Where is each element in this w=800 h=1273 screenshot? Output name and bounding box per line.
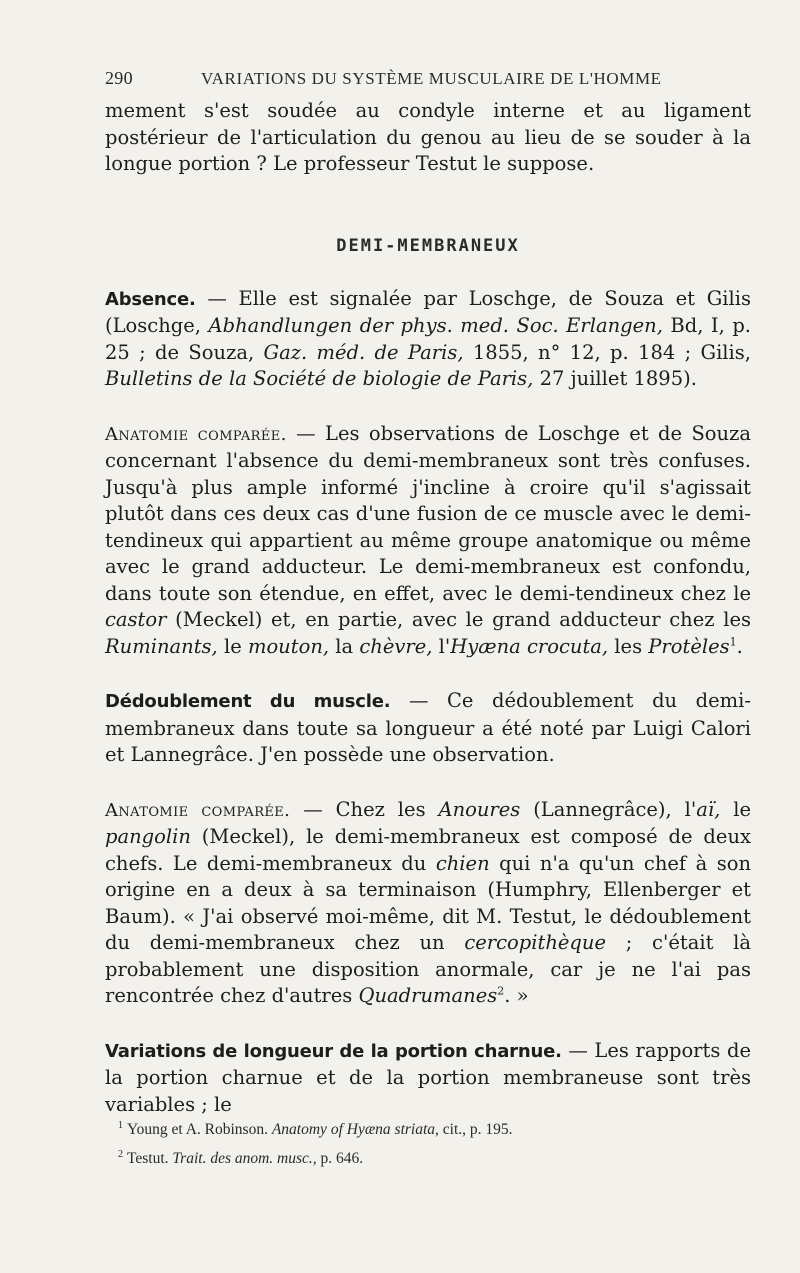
footnote-ref-2: 2: [497, 984, 505, 998]
intro-paragraph: mement s'est soudée au condyle interne et au ligament postérieur de l'articulation du genou au lieu de se souder à la longue portion ? Le professeur Testut le suppose.: [105, 99, 751, 175]
anatomie-comparee-label: Anatomie comparée.: [105, 423, 287, 445]
absence-paragraph: Absence. — Elle est signalée par Loschge, de Souza et Gilis (Loschge, Abhandlungen der phys. med. Soc. Erlangen, Bd, I, p. 25 ; de Souza, Gaz. méd. de Paris, 1855, n° 12, p. 184 ; Gilis, Bulletins de la Société de biologie de Paris, 27 juillet 1895).: [105, 286, 751, 390]
running-header: [105, 68, 751, 96]
anatomie-comparee-paragraph-2: Anatomie comparée. — Chez les Anoures (Lannegrâce), l'aï, le pangolin (Meckel), le demi-membraneux est composé de deux chefs. Le demi-membraneux du chien qui n'a qu'un chef à son origine en a deux à sa terminaison (Humphry, Ellenberger et Baum). « J'ai observé moi-même, dit M. Testut, le dédoublement du demi-membraneux chez un cercopithèque ; c'était là probablement une disposition anormale, car je ne l'ai pas rencontrée chez d'autres Quadrumanes$^2$. »: [105, 797, 752, 1007]
footnotes: [118, 1113, 748, 1171]
anatomie-comparee-label: Anatomie comparée.: [105, 799, 291, 821]
absence-heading: Absence.: [105, 288, 196, 310]
footnote-2: $^2$ Testut. Trait. des anom. musc., p. 646.: [118, 1149, 364, 1168]
running-title: VARIATIONS DU SYSTÈME MUSCULAIRE DE L'HOMME: [201, 69, 662, 88]
dedoublement-paragraph: Dédoublement du muscle. — Ce dédoublement du demi-membraneux dans toute sa longueur a été noté par Luigi Calori et Lannegrâce. J'en possède une observation.: [105, 689, 751, 766]
dedoublement-heading: Dédoublement du muscle.: [105, 691, 391, 712]
anatomie-comparee-paragraph-1: Anatomie comparée. — Les observations de Loschge et de Souza concernant l'absence du demi-membraneux sont très confuses. Jusqu'à plus ample informé j'incline à croire qu'il s'agissait plutôt dans ces deux cas d'une fusion de ce muscle avec le demi-tendineux qui appartient au même groupe anatomique ou même avec le grand adducteur. Le demi-membraneux est confondu, dans toute son étendue, en effet, avec le demi-tendineux chez le castor (Meckel) et, en partie, avec le grand adducteur chez les Ruminants, le mouton, la chèvre, l'Hyæna crocuta, les Protèles$^1$.: [105, 421, 752, 658]
section-title: DEMI-MEMBRANEUX: [336, 235, 520, 256]
footnote-ref-1: 1: [729, 635, 737, 648]
footnote-1: $^1$ Young et A. Robinson. Anatomy of Hyæna striata, cit., p. 195.: [118, 1120, 513, 1139]
longueur-heading: Variations de longueur de la portion charnue.: [105, 1040, 562, 1062]
page: [105, 68, 751, 1118]
longueur-paragraph: Variations de longueur de la portion charnue. — Les rapports de la portion charnue et de la portion membraneuse sont très variables ; le: [105, 1038, 751, 1116]
page-number: 290: [105, 68, 133, 88]
